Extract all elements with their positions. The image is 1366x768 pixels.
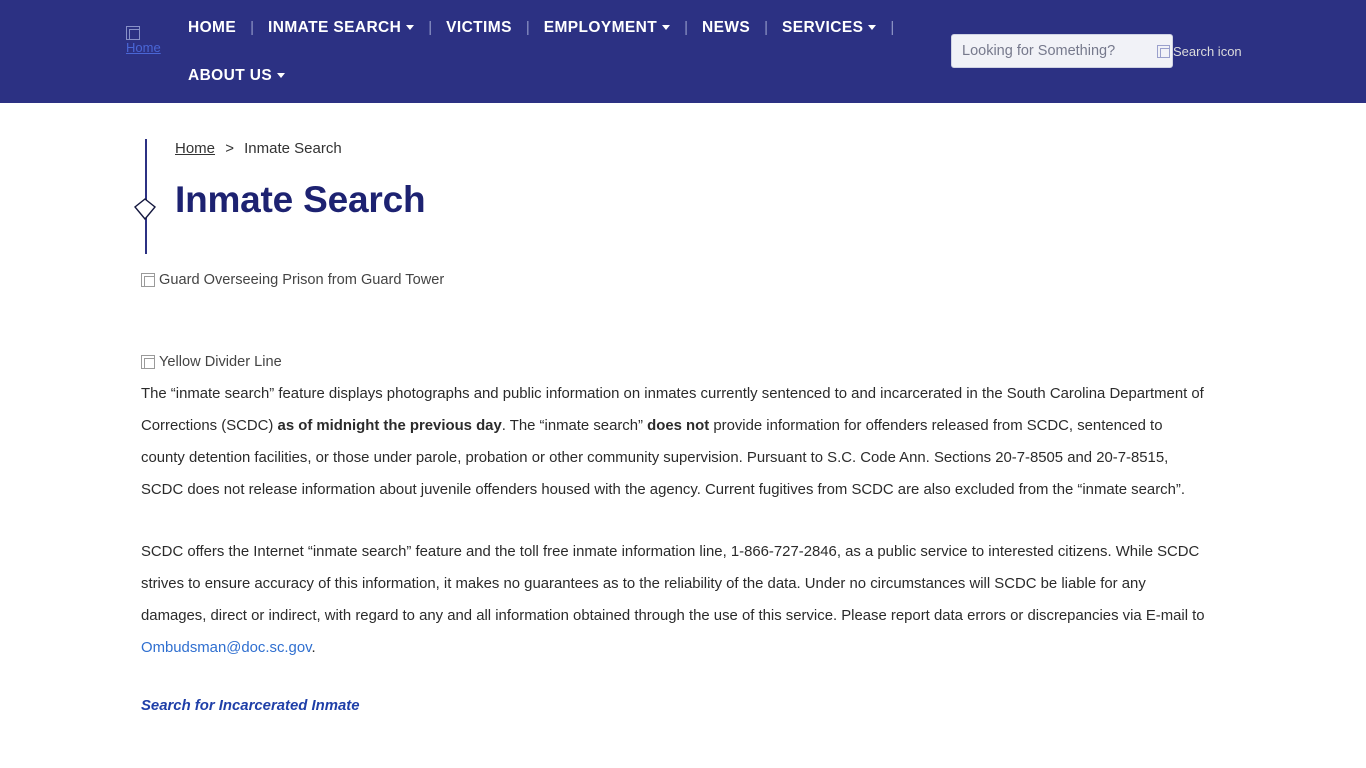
site-home-logo-alt: Home	[126, 40, 161, 56]
nav-separator: |	[684, 19, 688, 36]
nav-separator: |	[428, 19, 433, 36]
nav-item-inmate-search-label: INMATE SEARCH	[268, 19, 402, 36]
broken-image-icon	[1157, 45, 1170, 58]
intro-paragraph-part2: . The “inmate search”	[501, 417, 648, 434]
nav-item-victims[interactable]	[444, 14, 514, 42]
disclaimer-paragraph-part1: SCDC offers the Internet “inmate search” feature and the toll free inmate information line, 1-866-727-2846, as a public service to interested citizens. While SCDC strives to ensure accuracy of this information, it makes no guarantees as to the reliability of the data. Under no circumstances will SCDC be liable for any damages, direct or indirect, with regard to any and all information obtained through the use of this service. Please report data errors or discrepancies via E-mail to	[141, 543, 1205, 624]
page-content	[0, 139, 1366, 714]
diamond-icon	[133, 197, 157, 221]
nav-separator: |	[890, 19, 895, 36]
nav-item-about-us-label: ABOUT US	[188, 67, 273, 84]
search-input[interactable]	[951, 34, 1173, 68]
search-icon-alt: Search icon	[1173, 43, 1242, 59]
hero-image-placeholder	[141, 272, 1366, 288]
nav-item-about-us[interactable]	[186, 62, 287, 90]
site-search	[951, 34, 1242, 68]
disclaimer-paragraph	[141, 536, 1208, 664]
chevron-down-icon	[277, 73, 285, 78]
intro-paragraph	[141, 378, 1208, 506]
page-title: Inmate Search	[175, 179, 426, 220]
nav-separator: |	[525, 19, 530, 36]
page-body	[0, 272, 1366, 714]
nav-item-victims-label: VICTIMS	[446, 19, 512, 36]
nav-item-home[interactable]	[186, 14, 238, 42]
disclaimer-paragraph-part2: .	[311, 639, 316, 656]
broken-image-icon	[126, 26, 140, 40]
nav-item-news[interactable]	[700, 14, 752, 42]
hero-image-alt: Guard Overseeing Prison from Guard Tower	[159, 271, 445, 288]
broken-image-icon	[141, 273, 155, 287]
ombudsman-email-link[interactable]: Ombudsman@doc.sc.gov	[141, 639, 312, 656]
breadcrumb	[175, 139, 1366, 159]
intro-paragraph-bold2: does not	[647, 417, 710, 434]
divider-image-alt: Yellow Divider Line	[159, 353, 282, 370]
intro-paragraph-part3: provide information for offenders released from SCDC, sentenced to county detention facilities, or those under parole, probation or other community supervision. Pursuant to S.C. Code Ann. Sections 20-7-8505 and 20-7-8515, SCDC does not release information about juvenile offenders housed with the agency. Current fugitives from SCDC are also excluded from the “inmate search”.	[141, 417, 1185, 498]
intro-paragraph-bold1: as of midnight the previous day	[277, 417, 502, 434]
page-header-block	[0, 139, 1366, 220]
nav-item-inmate-search[interactable]	[266, 14, 416, 42]
breadcrumb-current: Inmate Search	[244, 140, 342, 157]
divider-image-placeholder	[141, 354, 1366, 370]
intro-paragraph-part1: The “inmate search” feature displays photographs and public information on inmates currently sentenced to and incarcerated in the South Carolina Department of Corrections (SCDC)	[141, 385, 1204, 434]
navigation-row-primary	[186, 14, 946, 42]
chevron-down-icon	[868, 25, 876, 30]
nav-item-employment-label: EMPLOYMENT	[543, 19, 658, 36]
section-subheading: Search for Incarcerated Inmate	[141, 697, 360, 714]
chevron-down-icon	[662, 25, 670, 30]
breadcrumb-separator: >	[225, 140, 234, 157]
site-home-logo-link[interactable]	[126, 26, 174, 74]
breadcrumb-home-link[interactable]: Home	[175, 140, 216, 157]
broken-image-icon	[141, 355, 155, 369]
search-icon[interactable]	[1157, 44, 1242, 59]
nav-separator: |	[250, 19, 255, 36]
nav-item-services-label: SERVICES	[782, 19, 864, 36]
top-navigation-bar	[0, 0, 1366, 103]
nav-item-home-label: HOME	[188, 19, 237, 36]
chevron-down-icon	[406, 25, 414, 30]
nav-item-employment[interactable]	[542, 14, 672, 42]
nav-separator: |	[764, 19, 769, 36]
navigation-menu	[186, 0, 946, 90]
navigation-row-secondary	[186, 62, 946, 90]
nav-item-news-label: NEWS	[702, 19, 751, 36]
nav-item-services[interactable]	[780, 14, 878, 42]
